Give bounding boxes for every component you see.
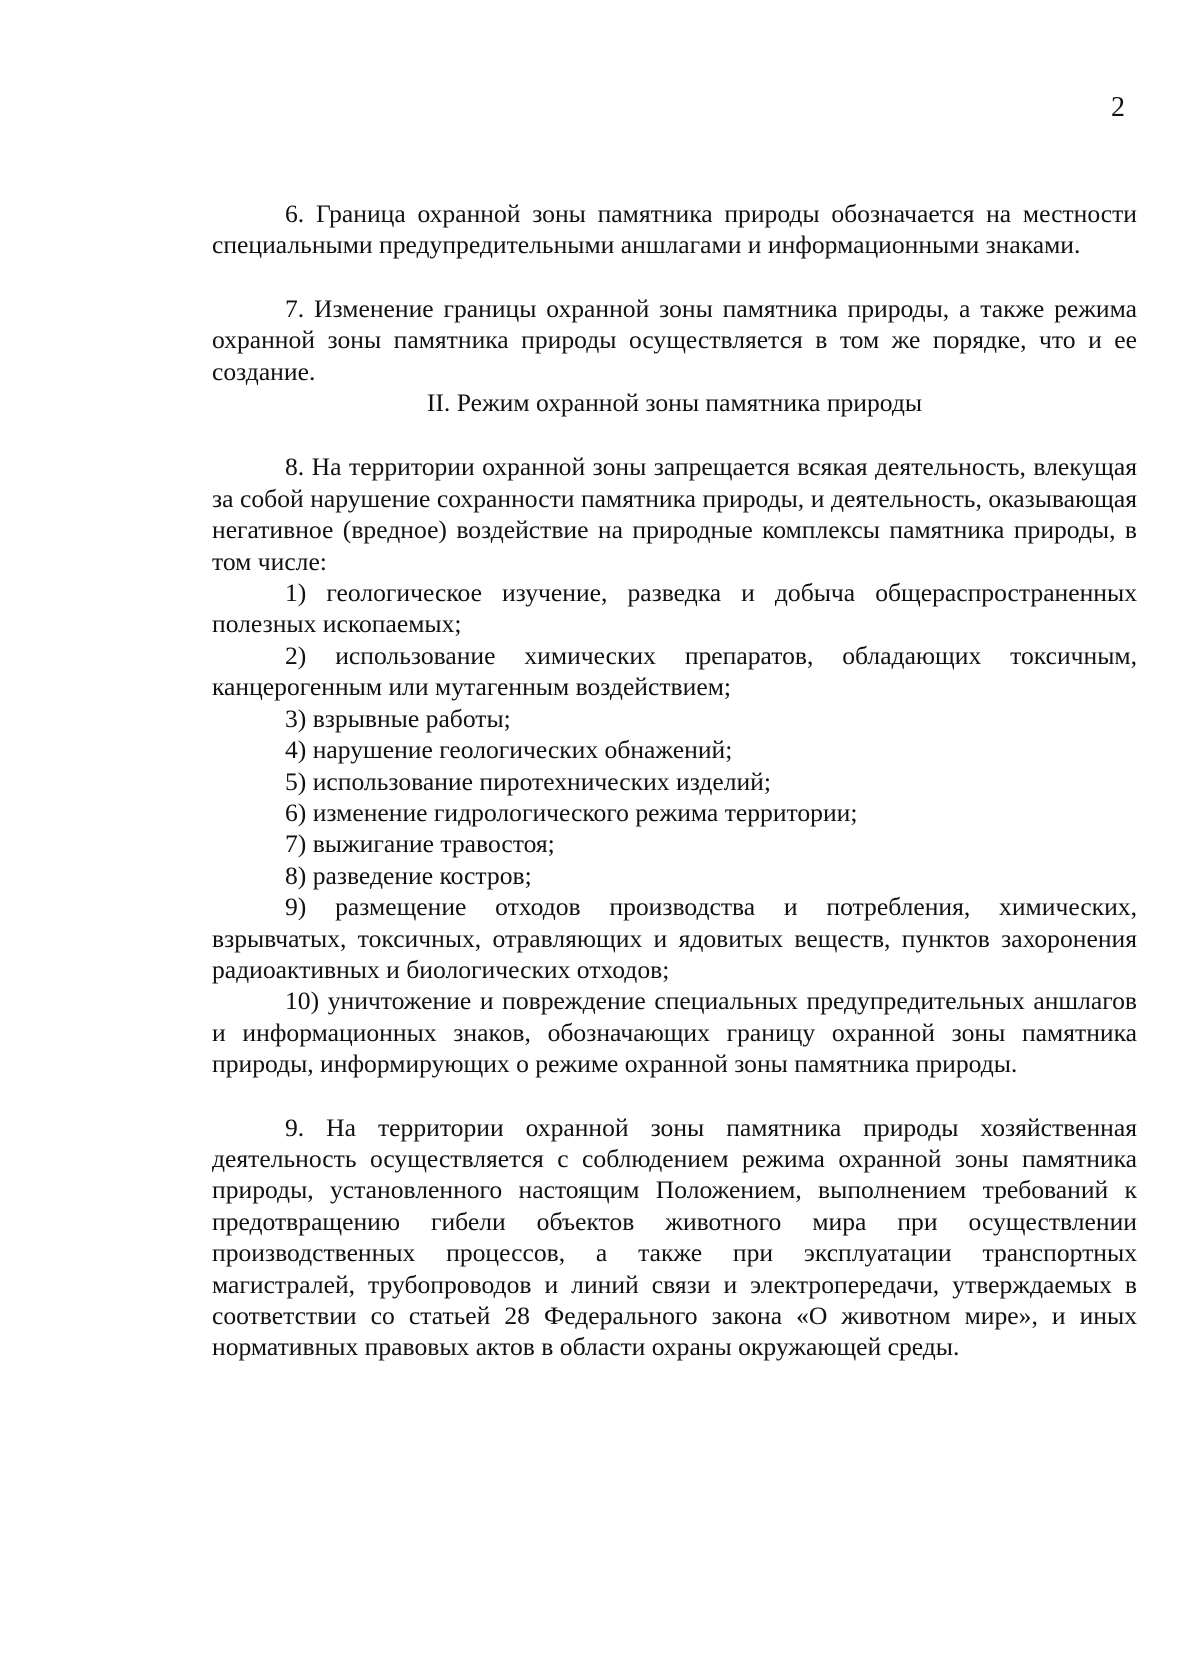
document-body	[212, 198, 1137, 1363]
paragraph-6: 6. Граница охранной зоны памятника природы обозначается на местности специальными предупредительными аншлагами и информационными знаками.	[212, 199, 1137, 260]
page-number: 2	[1111, 92, 1125, 123]
list-item: 2) использование химических препаратов, обладающих токсичным, канцерогенным или мутагенным воздействием;	[212, 640, 1137, 702]
list-item: 7) выжигание травостоя;	[285, 829, 555, 859]
paragraph-8-intro: 8. На территории охранной зоны запрещается всякая деятельность, влекущая за собой нарушение сохранности памятника природы, и деятельность, оказывающая негативное (вредное) воздействие на природные комплексы памятника природы, в том числе:	[212, 452, 1137, 576]
paragraph-7: 7. Изменение границы охранной зоны памятника природы, а также режима охранной зоны памятника природы осуществляется в том же порядке, что и ее создание.	[212, 293, 1137, 386]
section-heading: II. Режим охранной зоны памятника природы	[426, 388, 923, 418]
paragraph-9: 9. На территории охранной зоны памятника природы хозяйственная деятельность осуществляется с соблюдением режима охранной зоны памятника природы, установленного настоящим Положением, выполнением требований к предотвращению гибели объектов животного мира при осуществлении производственных процессов, а также при эксплуатации транспортных магистралей, трубопроводов и линий связи и электропередачи, утверждаемых в соответствии со статьей 28 Федерального закона «О животном мире», и иных нормативных правовых актов в области охраны окружающей среды.	[212, 1112, 1137, 1362]
list-item: 5) использование пиротехнических изделий;	[285, 766, 771, 796]
list-item: 3) взрывные работы;	[285, 703, 511, 733]
list-item: 6) изменение гидрологического режима территории;	[285, 797, 858, 827]
list-item: 8) разведение костров;	[285, 860, 532, 890]
list-item: 1) геологическое изучение, разведка и добыча общераспространенных полезных ископаемых;	[212, 578, 1137, 639]
prohibited-activities-list	[212, 577, 1137, 1080]
list-item: 10) уничтожение и повреждение специальных предупредительных аншлагов и информационных знаков, обозначающих границу охранной зоны памятника природы, информирующих о режиме охранной зоны памятника природы.	[212, 986, 1137, 1079]
list-item: 4) нарушение геологических обнажений;	[285, 735, 733, 765]
list-item: 9) размещение отходов производства и потребления, химических, взрывчатых, токсичных, отравляющих и ядовитых веществ, пунктов захоронения радиоактивных и биологических отходов;	[212, 892, 1137, 984]
